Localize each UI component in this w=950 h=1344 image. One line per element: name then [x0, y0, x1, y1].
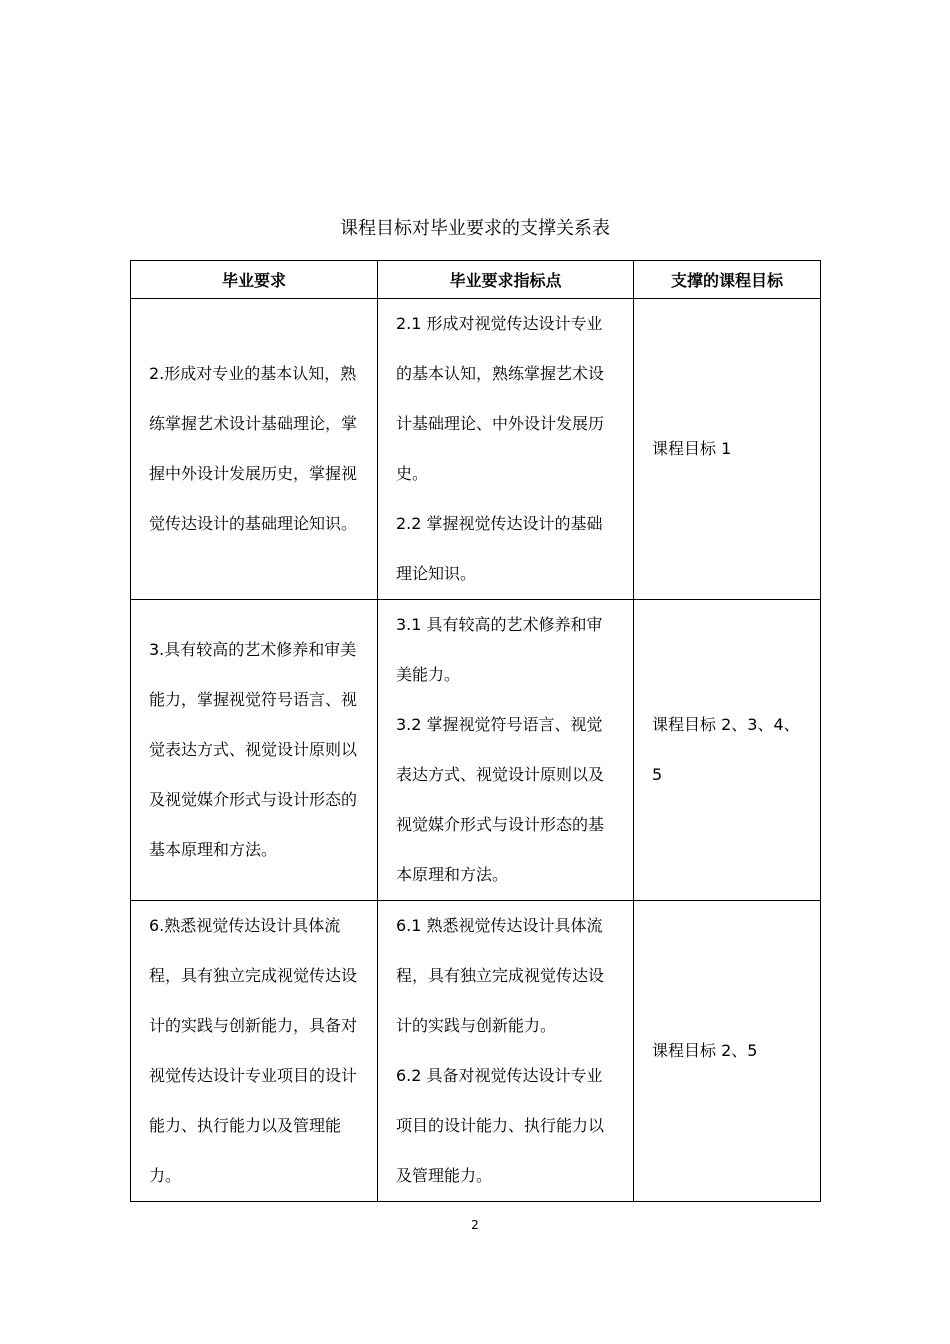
indicator-item: 2.1 形成对视觉传达设计专业的基本认知，熟练掌握艺术设计基础理论、中外设计发展历史。 — [396, 314, 605, 483]
header-course-goal: 支撑的课程目标 — [634, 261, 821, 299]
header-indicator: 毕业要求指标点 — [378, 261, 634, 299]
indicator-item: 6.1 熟悉视觉传达设计具体流程，具有独立完成视觉传达设计的实践与创新能力。 — [396, 916, 605, 1035]
indicator-item: 2.2 掌握视觉传达设计的基础理论知识。 — [396, 514, 603, 583]
course-goal-cell: 课程目标 2、5 — [634, 901, 821, 1202]
support-table — [130, 260, 821, 1202]
table-row — [131, 901, 821, 1202]
table-row — [131, 299, 821, 600]
requirement-cell: 3.具有较高的艺术修养和审美能力，掌握视觉符号语言、视觉表达方式、视觉设计原则以及视觉媒介形式与设计形态的基本原理和方法。 — [131, 600, 378, 901]
requirement-cell: 2.形成对专业的基本认知，熟练掌握艺术设计基础理论，掌握中外设计发展历史，掌握视觉传达设计的基础理论知识。 — [131, 299, 378, 600]
indicator-cell — [378, 299, 634, 600]
table-header-row — [131, 261, 821, 299]
page-title: 课程目标对毕业要求的支撑关系表 — [340, 218, 610, 239]
table-row — [131, 600, 821, 901]
indicator-cell — [378, 901, 634, 1202]
indicator-item: 6.2 具备对视觉传达设计专业项目的设计能力、执行能力以及管理能力。 — [396, 1066, 605, 1185]
indicator-item: 3.1 具有较高的艺术修养和审美能力。 — [396, 615, 603, 684]
course-goal-cell: 课程目标 1 — [634, 299, 821, 600]
indicator-cell — [378, 600, 634, 901]
indicator-item: 3.2 掌握视觉符号语言、视觉表达方式、视觉设计原则以及视觉媒介形式与设计形态的基本原理和方法。 — [396, 715, 605, 884]
requirement-cell: 6.熟悉视觉传达设计具体流程，具有独立完成视觉传达设计的实践与创新能力，具备对视觉传达设计专业项目的设计能力、执行能力以及管理能力。 — [131, 901, 378, 1202]
header-requirement: 毕业要求 — [131, 261, 378, 299]
course-goal-cell: 课程目标 2、3、4、5 — [634, 600, 821, 901]
page-number: 2 — [471, 1218, 479, 1232]
